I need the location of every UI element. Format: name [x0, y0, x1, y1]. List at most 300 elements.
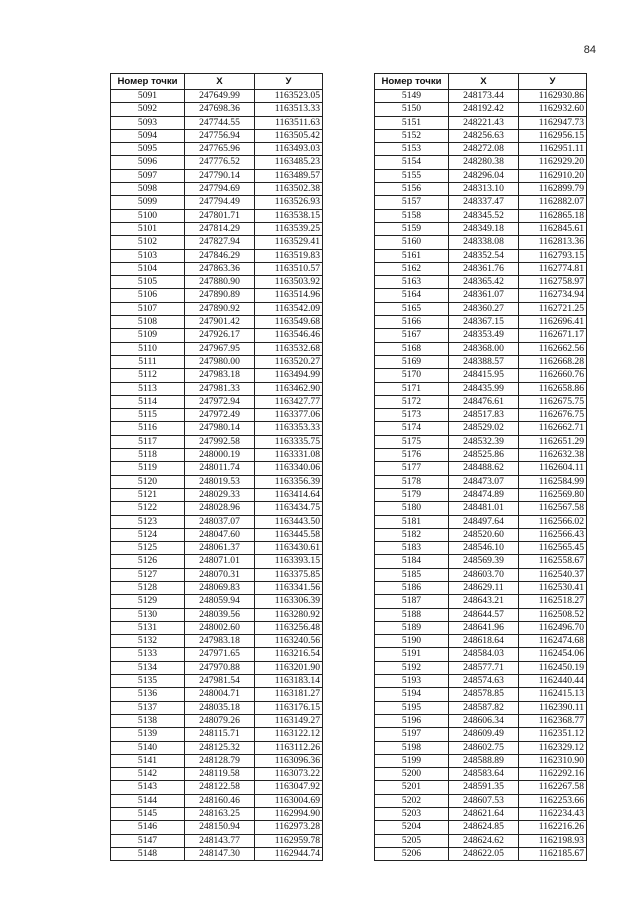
cell-point-number: 5170 — [375, 369, 449, 382]
coordinates-table-right — [374, 73, 587, 861]
table-row — [375, 542, 587, 555]
cell-x: 248070.31 — [185, 568, 255, 581]
cell-y: 1163445.58 — [255, 528, 323, 541]
cell-y: 1162530.41 — [519, 581, 587, 594]
cell-x: 248035.18 — [185, 701, 255, 714]
cell-x: 248607.53 — [449, 794, 519, 807]
table-row — [111, 276, 323, 289]
table-row — [111, 355, 323, 368]
table-row — [375, 754, 587, 767]
cell-x: 248546.10 — [449, 542, 519, 555]
cell-y: 1162569.80 — [519, 488, 587, 501]
table-row — [111, 222, 323, 235]
table-row — [375, 449, 587, 462]
cell-y: 1162508.52 — [519, 608, 587, 621]
cell-point-number: 5204 — [375, 821, 449, 834]
cell-y: 1162267.58 — [519, 781, 587, 794]
table-row — [111, 754, 323, 767]
cell-point-number: 5109 — [111, 329, 185, 342]
cell-y: 1162944.74 — [255, 847, 323, 860]
cell-point-number: 5200 — [375, 768, 449, 781]
table-row — [111, 435, 323, 448]
cell-x: 248360.27 — [449, 302, 519, 315]
table-row — [111, 661, 323, 674]
cell-x: 247794.69 — [185, 183, 255, 196]
table-row — [375, 675, 587, 688]
cell-point-number: 5171 — [375, 382, 449, 395]
table-row — [375, 156, 587, 169]
cell-point-number: 5101 — [111, 222, 185, 235]
table-row — [375, 741, 587, 754]
table-row — [375, 249, 587, 262]
table-row — [111, 821, 323, 834]
cell-x: 248345.52 — [449, 209, 519, 222]
cell-y: 1162390.11 — [519, 701, 587, 714]
table-row — [111, 249, 323, 262]
cell-point-number: 5189 — [375, 621, 449, 634]
cell-x: 248028.96 — [185, 502, 255, 515]
table-row — [375, 262, 587, 275]
table-row — [111, 595, 323, 608]
table-row — [375, 847, 587, 860]
cell-point-number: 5140 — [111, 741, 185, 754]
cell-x: 248577.71 — [449, 661, 519, 674]
cell-x: 248221.43 — [449, 116, 519, 129]
cell-x: 248352.54 — [449, 249, 519, 262]
cell-x: 248474.89 — [449, 488, 519, 501]
cell-point-number: 5188 — [375, 608, 449, 621]
table-row — [375, 183, 587, 196]
cell-y: 1163216.54 — [255, 648, 323, 661]
cell-x: 248280.38 — [449, 156, 519, 169]
cell-x: 248147.30 — [185, 847, 255, 860]
cell-y: 1162658.86 — [519, 382, 587, 395]
cell-point-number: 5118 — [111, 449, 185, 462]
cell-x: 248578.85 — [449, 688, 519, 701]
cell-x: 247814.29 — [185, 222, 255, 235]
table-row — [111, 196, 323, 209]
cell-point-number: 5147 — [111, 834, 185, 847]
table-row — [375, 728, 587, 741]
cell-x: 248122.58 — [185, 781, 255, 794]
cell-point-number: 5153 — [375, 143, 449, 156]
table-row — [111, 409, 323, 422]
cell-x: 248629.11 — [449, 581, 519, 594]
cell-point-number: 5126 — [111, 555, 185, 568]
cell-point-number: 5176 — [375, 449, 449, 462]
cell-point-number: 5163 — [375, 276, 449, 289]
table-row — [111, 635, 323, 648]
cell-y: 1162450.19 — [519, 661, 587, 674]
table-body — [111, 90, 323, 861]
cell-point-number: 5151 — [375, 116, 449, 129]
table-row — [111, 422, 323, 435]
cell-y: 1163526.93 — [255, 196, 323, 209]
cell-x: 248606.34 — [449, 714, 519, 727]
cell-x: 248071.01 — [185, 555, 255, 568]
cell-x: 248517.83 — [449, 409, 519, 422]
cell-point-number: 5134 — [111, 661, 185, 674]
table-header-row — [375, 74, 587, 90]
cell-y: 1163176.15 — [255, 701, 323, 714]
table-row — [375, 369, 587, 382]
table-row — [375, 515, 587, 528]
cell-y: 1163503.92 — [255, 276, 323, 289]
cell-point-number: 5099 — [111, 196, 185, 209]
cell-x: 248624.85 — [449, 821, 519, 834]
cell-x: 247890.89 — [185, 289, 255, 302]
cell-x: 247649.99 — [185, 90, 255, 103]
cell-x: 247980.14 — [185, 422, 255, 435]
table-row — [111, 169, 323, 182]
cell-y: 1162947.73 — [519, 116, 587, 129]
table-row — [375, 209, 587, 222]
cell-x: 247980.00 — [185, 355, 255, 368]
cell-x: 247756.94 — [185, 129, 255, 142]
cell-point-number: 5132 — [111, 635, 185, 648]
cell-x: 248160.46 — [185, 794, 255, 807]
cell-y: 1163240.56 — [255, 635, 323, 648]
cell-y: 1162813.36 — [519, 236, 587, 249]
cell-y: 1162660.76 — [519, 369, 587, 382]
cell-y: 1163201.90 — [255, 661, 323, 674]
table-row — [375, 648, 587, 661]
cell-point-number: 5129 — [111, 595, 185, 608]
table-row — [111, 449, 323, 462]
cell-point-number: 5205 — [375, 834, 449, 847]
cell-x: 247970.88 — [185, 661, 255, 674]
cell-y: 1162566.02 — [519, 515, 587, 528]
table-row — [375, 435, 587, 448]
cell-point-number: 5135 — [111, 675, 185, 688]
cell-y: 1162292.16 — [519, 768, 587, 781]
cell-point-number: 5154 — [375, 156, 449, 169]
cell-x: 248643.21 — [449, 595, 519, 608]
cell-x: 248079.26 — [185, 714, 255, 727]
column-header-point-number: Номер точки — [375, 74, 449, 90]
cell-x: 247790.14 — [185, 169, 255, 182]
table-row — [375, 143, 587, 156]
cell-y: 1163096.36 — [255, 754, 323, 767]
cell-x: 248476.61 — [449, 395, 519, 408]
cell-point-number: 5102 — [111, 236, 185, 249]
cell-x: 247846.29 — [185, 249, 255, 262]
cell-x: 248338.08 — [449, 236, 519, 249]
cell-x: 248603.70 — [449, 568, 519, 581]
table-row — [111, 768, 323, 781]
table-row — [375, 422, 587, 435]
table-row — [375, 289, 587, 302]
table-row — [111, 781, 323, 794]
cell-y: 1163529.41 — [255, 236, 323, 249]
table-row — [111, 608, 323, 621]
cell-y: 1163073.22 — [255, 768, 323, 781]
cell-x: 248435.99 — [449, 382, 519, 395]
cell-y: 1163331.08 — [255, 449, 323, 462]
table-row — [111, 129, 323, 142]
cell-x: 248624.62 — [449, 834, 519, 847]
cell-y: 1162932.60 — [519, 103, 587, 116]
cell-y: 1163520.27 — [255, 355, 323, 368]
cell-point-number: 5122 — [111, 502, 185, 515]
cell-y: 1162329.12 — [519, 741, 587, 754]
cell-point-number: 5193 — [375, 675, 449, 688]
cell-x: 247698.36 — [185, 103, 255, 116]
cell-y: 1162668.28 — [519, 355, 587, 368]
cell-point-number: 5149 — [375, 90, 449, 103]
table-row — [375, 196, 587, 209]
cell-y: 1163122.12 — [255, 728, 323, 741]
cell-x: 248583.64 — [449, 768, 519, 781]
cell-point-number: 5169 — [375, 355, 449, 368]
table-row — [111, 103, 323, 116]
cell-y: 1162540.37 — [519, 568, 587, 581]
page-number: 84 — [583, 44, 596, 56]
table-row — [111, 289, 323, 302]
cell-y: 1162882.07 — [519, 196, 587, 209]
table-row — [111, 515, 323, 528]
table-row — [111, 794, 323, 807]
table-row — [375, 236, 587, 249]
cell-x: 247880.90 — [185, 276, 255, 289]
cell-point-number: 5195 — [375, 701, 449, 714]
table-row — [375, 395, 587, 408]
cell-point-number: 5178 — [375, 475, 449, 488]
table-row — [111, 847, 323, 860]
cell-y: 1162454.06 — [519, 648, 587, 661]
cell-x: 247983.18 — [185, 369, 255, 382]
cell-point-number: 5105 — [111, 276, 185, 289]
cell-point-number: 5179 — [375, 488, 449, 501]
cell-x: 248061.37 — [185, 542, 255, 555]
cell-point-number: 5130 — [111, 608, 185, 621]
table-row — [111, 302, 323, 315]
table-row — [375, 528, 587, 541]
cell-x: 248602.75 — [449, 741, 519, 754]
table-row — [111, 382, 323, 395]
cell-y: 1163494.99 — [255, 369, 323, 382]
table-row — [375, 794, 587, 807]
cell-point-number: 5184 — [375, 555, 449, 568]
cell-point-number: 5164 — [375, 289, 449, 302]
cell-x: 248520.60 — [449, 528, 519, 541]
table-row — [375, 302, 587, 315]
cell-y: 1163183.14 — [255, 675, 323, 688]
cell-point-number: 5156 — [375, 183, 449, 196]
cell-y: 1163306.39 — [255, 595, 323, 608]
column-header-y: У — [255, 74, 323, 90]
column-header-x: X — [185, 74, 255, 90]
cell-point-number: 5159 — [375, 222, 449, 235]
cell-x: 248128.79 — [185, 754, 255, 767]
cell-y: 1163393.15 — [255, 555, 323, 568]
cell-x: 248584.03 — [449, 648, 519, 661]
cell-point-number: 5148 — [111, 847, 185, 860]
cell-y: 1162662.56 — [519, 342, 587, 355]
cell-x: 248069.83 — [185, 581, 255, 594]
cell-point-number: 5095 — [111, 143, 185, 156]
cell-point-number: 5127 — [111, 568, 185, 581]
cell-point-number: 5117 — [111, 435, 185, 448]
table-row — [111, 342, 323, 355]
table-row — [111, 329, 323, 342]
cell-x: 248150.94 — [185, 821, 255, 834]
cell-point-number: 5174 — [375, 422, 449, 435]
cell-x: 248353.49 — [449, 329, 519, 342]
table-row — [111, 156, 323, 169]
cell-point-number: 5108 — [111, 316, 185, 329]
table-row — [111, 316, 323, 329]
cell-y: 1162351.12 — [519, 728, 587, 741]
cell-y: 1162671.17 — [519, 329, 587, 342]
table-row — [375, 595, 587, 608]
cell-point-number: 5191 — [375, 648, 449, 661]
cell-point-number: 5093 — [111, 116, 185, 129]
cell-y: 1163181.27 — [255, 688, 323, 701]
cell-point-number: 5141 — [111, 754, 185, 767]
table-row — [375, 608, 587, 621]
cell-point-number: 5120 — [111, 475, 185, 488]
table-header-row — [111, 74, 323, 90]
table-row — [111, 542, 323, 555]
cell-x: 248143.77 — [185, 834, 255, 847]
cell-y: 1163539.25 — [255, 222, 323, 235]
cell-point-number: 5183 — [375, 542, 449, 555]
cell-point-number: 5110 — [111, 342, 185, 355]
cell-y: 1162899.79 — [519, 183, 587, 196]
cell-y: 1162774.81 — [519, 262, 587, 275]
cell-x: 247967.95 — [185, 342, 255, 355]
table-row — [111, 236, 323, 249]
cell-point-number: 5160 — [375, 236, 449, 249]
table-row — [111, 143, 323, 156]
cell-point-number: 5103 — [111, 249, 185, 262]
cell-point-number: 5107 — [111, 302, 185, 315]
cell-y: 1163256.48 — [255, 621, 323, 634]
cell-x: 248296.04 — [449, 169, 519, 182]
cell-x: 247983.18 — [185, 635, 255, 648]
table-row — [111, 688, 323, 701]
cell-y: 1162951.11 — [519, 143, 587, 156]
table-row — [375, 329, 587, 342]
cell-point-number: 5125 — [111, 542, 185, 555]
cell-point-number: 5187 — [375, 595, 449, 608]
cell-point-number: 5177 — [375, 462, 449, 475]
cell-y: 1162676.75 — [519, 409, 587, 422]
cell-y: 1162253.66 — [519, 794, 587, 807]
table-row — [375, 581, 587, 594]
table-row — [111, 262, 323, 275]
cell-y: 1163414.64 — [255, 488, 323, 501]
cell-y: 1162566.43 — [519, 528, 587, 541]
table-row — [111, 581, 323, 594]
cell-point-number: 5111 — [111, 355, 185, 368]
cell-x: 248037.07 — [185, 515, 255, 528]
cell-y: 1163549.68 — [255, 316, 323, 329]
cell-y: 1163511.63 — [255, 116, 323, 129]
cell-x: 248488.62 — [449, 462, 519, 475]
cell-x: 248497.64 — [449, 515, 519, 528]
cell-y: 1162956.15 — [519, 129, 587, 142]
cell-y: 1163542.09 — [255, 302, 323, 315]
cell-y: 1163341.56 — [255, 581, 323, 594]
cell-y: 1163493.03 — [255, 143, 323, 156]
cell-y: 1162793.15 — [519, 249, 587, 262]
cell-y: 1163510.57 — [255, 262, 323, 275]
cell-y: 1163505.42 — [255, 129, 323, 142]
cell-x: 248622.05 — [449, 847, 519, 860]
cell-y: 1162310.90 — [519, 754, 587, 767]
table-row — [375, 502, 587, 515]
cell-point-number: 5194 — [375, 688, 449, 701]
cell-y: 1163430.61 — [255, 542, 323, 555]
cell-x: 248388.57 — [449, 355, 519, 368]
cell-x: 248192.42 — [449, 103, 519, 116]
cell-point-number: 5136 — [111, 688, 185, 701]
cell-point-number: 5168 — [375, 342, 449, 355]
table-row — [111, 834, 323, 847]
cell-x: 248368.00 — [449, 342, 519, 355]
cell-point-number: 5198 — [375, 741, 449, 754]
cell-x: 248002.60 — [185, 621, 255, 634]
cell-point-number: 5119 — [111, 462, 185, 475]
cell-y: 1162185.67 — [519, 847, 587, 860]
cell-x: 247981.33 — [185, 382, 255, 395]
table-row — [111, 648, 323, 661]
cell-x: 247794.49 — [185, 196, 255, 209]
cell-y: 1163004.69 — [255, 794, 323, 807]
table-row — [375, 382, 587, 395]
table-row — [375, 276, 587, 289]
table-row — [111, 621, 323, 634]
cell-x: 248591.35 — [449, 781, 519, 794]
table-row — [375, 768, 587, 781]
cell-point-number: 5175 — [375, 435, 449, 448]
cell-y: 1162558.67 — [519, 555, 587, 568]
cell-x: 247926.17 — [185, 329, 255, 342]
cell-point-number: 5100 — [111, 209, 185, 222]
cell-x: 247744.55 — [185, 116, 255, 129]
cell-y: 1162721.25 — [519, 302, 587, 315]
cell-point-number: 5133 — [111, 648, 185, 661]
cell-point-number: 5155 — [375, 169, 449, 182]
coordinates-table-left — [110, 73, 323, 861]
table-row — [111, 675, 323, 688]
cell-point-number: 5190 — [375, 635, 449, 648]
cell-y: 1162496.70 — [519, 621, 587, 634]
cell-x: 247776.52 — [185, 156, 255, 169]
cell-y: 1163353.33 — [255, 422, 323, 435]
table-row — [375, 342, 587, 355]
cell-y: 1163427.77 — [255, 395, 323, 408]
table-row — [375, 568, 587, 581]
table-row — [111, 369, 323, 382]
cell-y: 1163356.39 — [255, 475, 323, 488]
cell-x: 248532.39 — [449, 435, 519, 448]
cell-point-number: 5150 — [375, 103, 449, 116]
cell-y: 1162198.93 — [519, 834, 587, 847]
cell-x: 248641.96 — [449, 621, 519, 634]
cell-x: 248039.56 — [185, 608, 255, 621]
cell-y: 1162994.90 — [255, 808, 323, 821]
cell-y: 1163434.75 — [255, 502, 323, 515]
cell-x: 248029.33 — [185, 488, 255, 501]
cell-y: 1162415.13 — [519, 688, 587, 701]
cell-point-number: 5167 — [375, 329, 449, 342]
cell-y: 1162973.28 — [255, 821, 323, 834]
cell-x: 247972.94 — [185, 395, 255, 408]
cell-x: 248415.95 — [449, 369, 519, 382]
